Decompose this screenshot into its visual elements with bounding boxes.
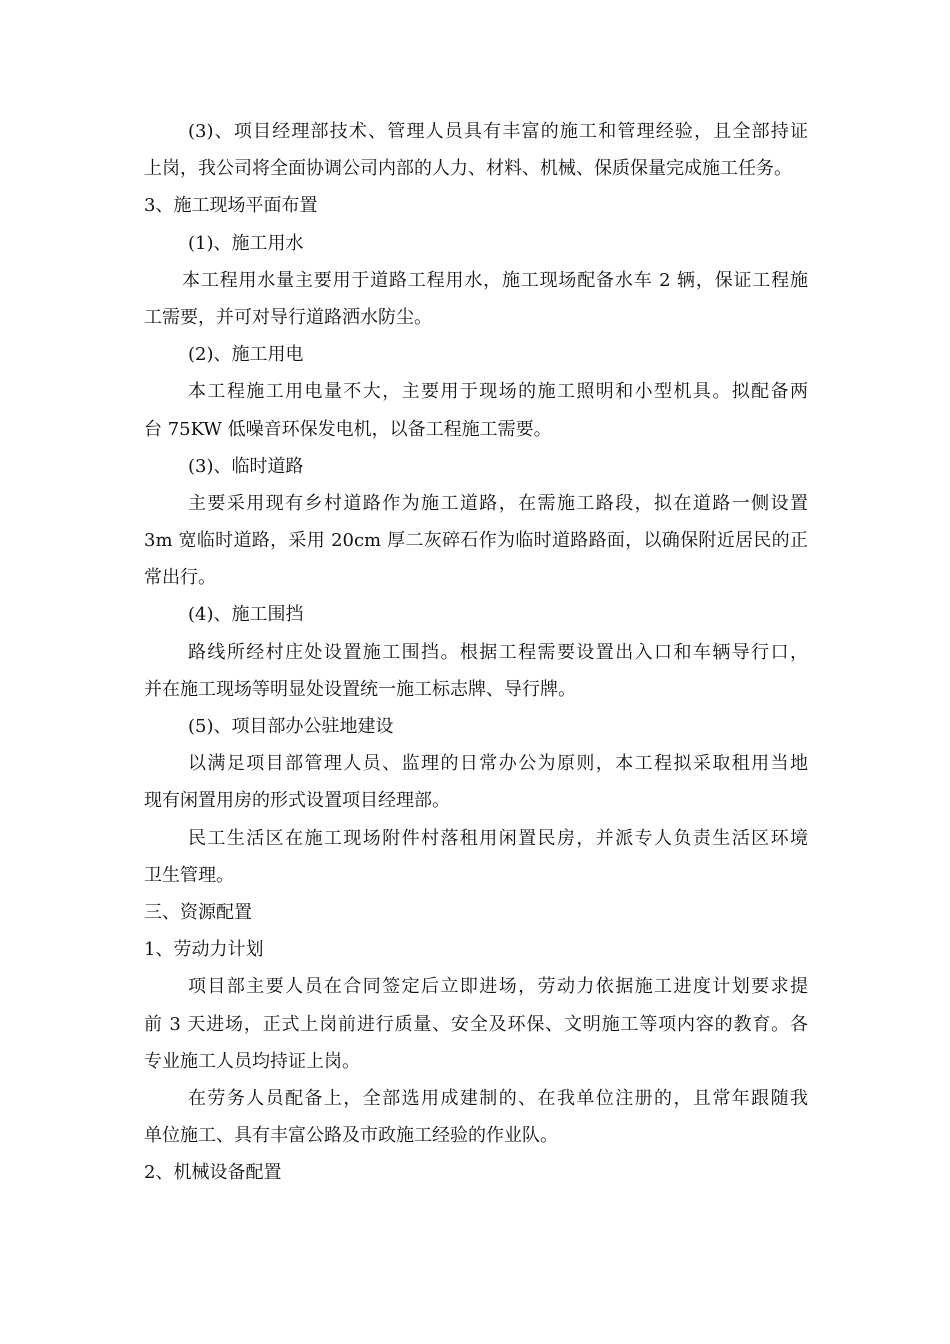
text-line: 2、机械设备配置: [144, 1162, 282, 1184]
text-line: (3)、项目经理部技术、管理人员具有丰富的施工和管理经验，且全部持证: [188, 121, 808, 142]
text-line: (3)、临时道路: [188, 455, 304, 477]
text-line: (2)、施工用电: [188, 344, 304, 366]
text-line: 现有闲置用房的形式设置项目经理部。: [144, 790, 450, 812]
text-line: 工需要，并可对导行道路洒水防尘。: [144, 306, 432, 328]
text-line: 路线所经村庄处设置施工围挡。根据工程需要设置出入口和车辆导行口，: [188, 641, 808, 663]
text-line: 常出行。: [144, 567, 216, 589]
text-line: 并在施工现场等明显处设置统一施工标志牌、导行牌。: [144, 678, 576, 700]
text-line: (5)、项目部办公驻地建设: [188, 716, 394, 737]
text-line: (1)、施工用水: [188, 232, 304, 254]
text-line: 本工程用水量主要用于道路工程用水，施工现场配备水车 2 辆，保证工程施: [182, 269, 808, 291]
text-line: 上岗，我公司将全面协调公司内部的人力、材料、机械、保质保量完成施工任务。: [144, 158, 792, 180]
text-line: 民工生活区在施工现场附件村落租用闲置民房，并派专人负责生活区环境: [188, 827, 808, 849]
text-line: 主要采用现有乡村道路作为施工道路，在需施工路段，拟在道路一侧设置: [188, 492, 808, 514]
text-line: 以满足项目部管理人员、监理的日常办公为原则，本工程拟采取租用当地: [188, 753, 808, 775]
text-line: 项目部主要人员在合同签定后立即进场，劳动力依据施工进度计划要求提: [188, 976, 808, 998]
text-line: 单位施工、具有丰富公路及市政施工经验的作业队。: [144, 1125, 558, 1147]
text-line: 台 75KW 低噪音环保发电机，以备工程施工需要。: [144, 418, 552, 440]
text-line: (4)、施工围挡: [188, 604, 304, 626]
text-line: 前 3 天进场，正式上岗前进行质量、安全及环保、文明施工等项内容的教育。各: [144, 1013, 808, 1035]
text-line: 1、劳动力计划: [144, 939, 264, 961]
text-line: 卫生管理。: [144, 864, 234, 886]
text-line: 3、施工现场平面布置: [144, 195, 318, 217]
text-line: 3m 宽临时道路，采用 20cm 厚二灰碎石作为临时道路路面，以确保附近居民的正: [144, 530, 808, 552]
text-line: 本工程施工用电量不大，主要用于现场的施工照明和小型机具。拟配备两: [188, 381, 808, 403]
text-line: 在劳务人员配备上，全部选用成建制的、在我单位注册的，且常年跟随我: [188, 1087, 808, 1109]
text-line: 专业施工人员均持证上岗。: [144, 1050, 360, 1072]
text-line: 三、资源配置: [144, 901, 252, 923]
document-body: [144, 113, 808, 1191]
